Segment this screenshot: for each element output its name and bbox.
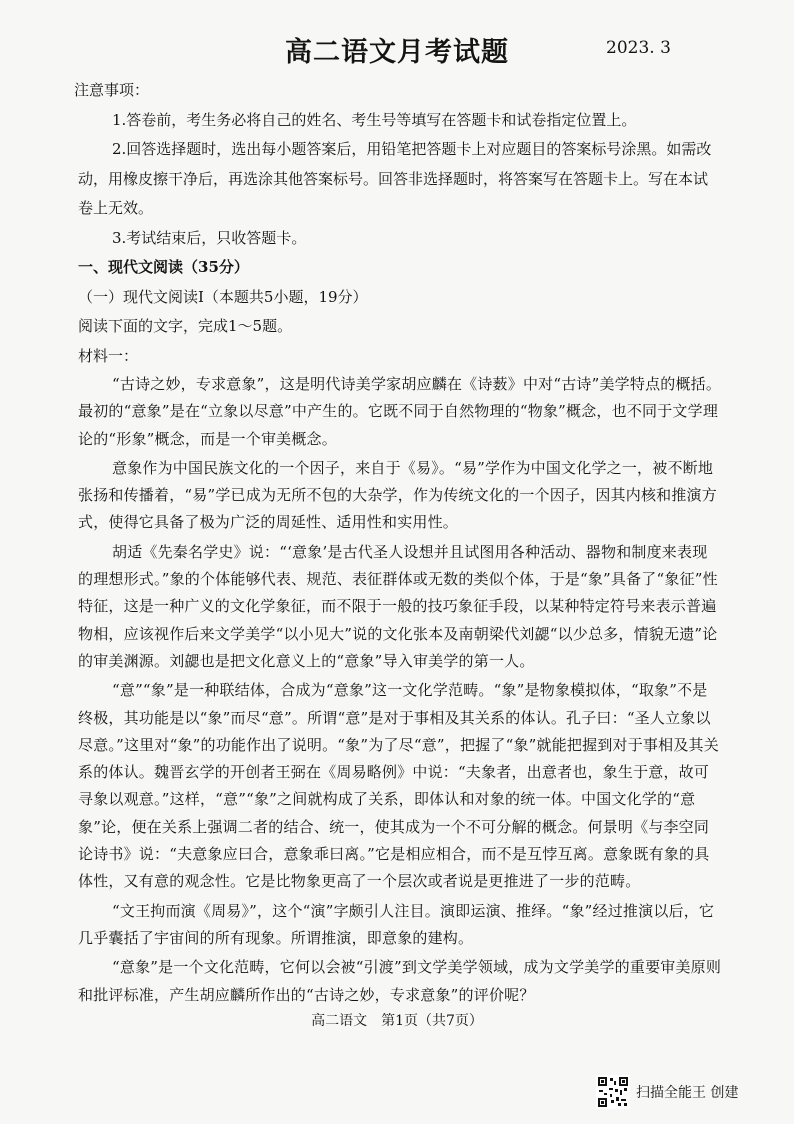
section-heading: 一、现代文阅读（35分）: [78, 258, 249, 276]
material-paragraph: “古诗之妙，专求意象”，这是明代诗美学家胡应麟在《诗薮》中对“古诗”美学特点的概括。最初的“意象”是在“立象以尽意”中产生的。它既不同于自然物理的“物象”概念，也不同于文学理论的“形象”概念，而是一个审美概念。: [78, 375, 722, 448]
material-paragraph: “意象”是一个文化范畴，它何以会被“引渡”到文学美学领域，成为文学美学的重要审美原则和批评标准，产生胡应麟所作出的“古诗之妙，专求意象”的评价呢？: [78, 958, 722, 1004]
sub-section-heading: （一）现代文阅读Ⅰ（本题共5小题，19分）: [78, 287, 368, 306]
material-paragraph: “文王拘而演《周易》”，这个“演”字颇引人注目。演即运演、推绎。“象”经过推演以后，它几乎囊括了宇宙间的所有现象。所谓推演，即意象的建构。: [78, 901, 715, 947]
scanner-watermark: [596, 1075, 738, 1109]
material-text: [78, 371, 722, 1009]
exam-date: 2023. 3: [606, 38, 671, 58]
material-paragraph: 胡适《先秦名学史》说：“‘意象’是古代圣人设想并且试图用各种活动、器物和制度来表现的理想形式。”象的个体能够代表、规范、表征群体或无数的类似个体，于是“象”具备了“象征”性特征，这是一种广义的文化学象征，而不限于一般的技巧象征手段，以某种特定符号来表示普遍物相，应该视作后来文学美学“以小见大”说的文化张本及南朝梁代刘勰“以少总多，情貌无遗”论的审美渊源。刘勰也是把文化意义上的“意象”导入审美学的第一人。: [78, 542, 718, 670]
scanner-label: 扫描全能王 创建: [636, 1085, 739, 1101]
note-item-3: 3.考试结束后，只收答题卡。: [112, 228, 307, 247]
material-paragraph: “意”“象”是一种联结体，合成为“意象”这一文化学范畴。“象”是物象模拟体，“取象”不是终极，其功能是以“象”而尽“意”。所谓“意”是对于事相及其关系的体认。孔子曰：“圣人立象以尽意。”这里对“象”的功能作出了说明。“象”为了尽“意”，把握了“象”就能把握到对于事相及其关系的体认。魏晋玄学的开创者王弼在《周易略例》中说：“夫象者，出意者也，象生于意，故可寻象以观意。”这样，“意”“象”之间就构成了关系，即体认和对象的统一体。中国文化学的“意象”论，便在关系上强调二者的结合、统一，使其成为一个不可分解的概念。何景明《与李空同论诗书》说：“夫意象应曰合，意象乖曰离。”它是相应相合，而不是互悖互离。意象既有象的具体性，又有意的观念性。它是比物象更高了一个层次或者说是更推进了一步的范畴。: [78, 681, 719, 891]
qr-code-icon: [596, 1075, 630, 1109]
reading-instruction: 阅读下面的文字，完成1～5题。: [78, 317, 293, 335]
notes-heading: 注意事项：: [74, 81, 150, 99]
note-item-2: 2.回答选择题时，选出每小题答案后，用铅笔把答题卡上对应题目的答案标号涂黑。如需改动，用橡皮擦干净后，再选涂其他答案标号。回答非选择题时，将答案写在答题卡上。写在本试卷上无效。: [78, 140, 712, 217]
material-label: 材料一：: [78, 346, 139, 365]
exam-body: [74, 76, 722, 1011]
note-item-1: 1.答卷前，考生务必将自己的姓名、考生号等填写在答题卡和试卷指定位置上。: [112, 110, 637, 129]
page-title: 高二语文月考试题: [285, 37, 509, 68]
page-footer: 高二语文 第1页（共7页）: [311, 1013, 483, 1029]
material-paragraph: 意象作为中国民族文化的一个因子，来自于《易》。“易”学作为中国文化学之一，被不断地张扬和传播着，“易”学已成为无所不包的大杂学，作为传统文化的一个因子，因其内核和推演方式，使得它具备了极为广泛的周延性、适用性和实用性。: [78, 458, 717, 532]
